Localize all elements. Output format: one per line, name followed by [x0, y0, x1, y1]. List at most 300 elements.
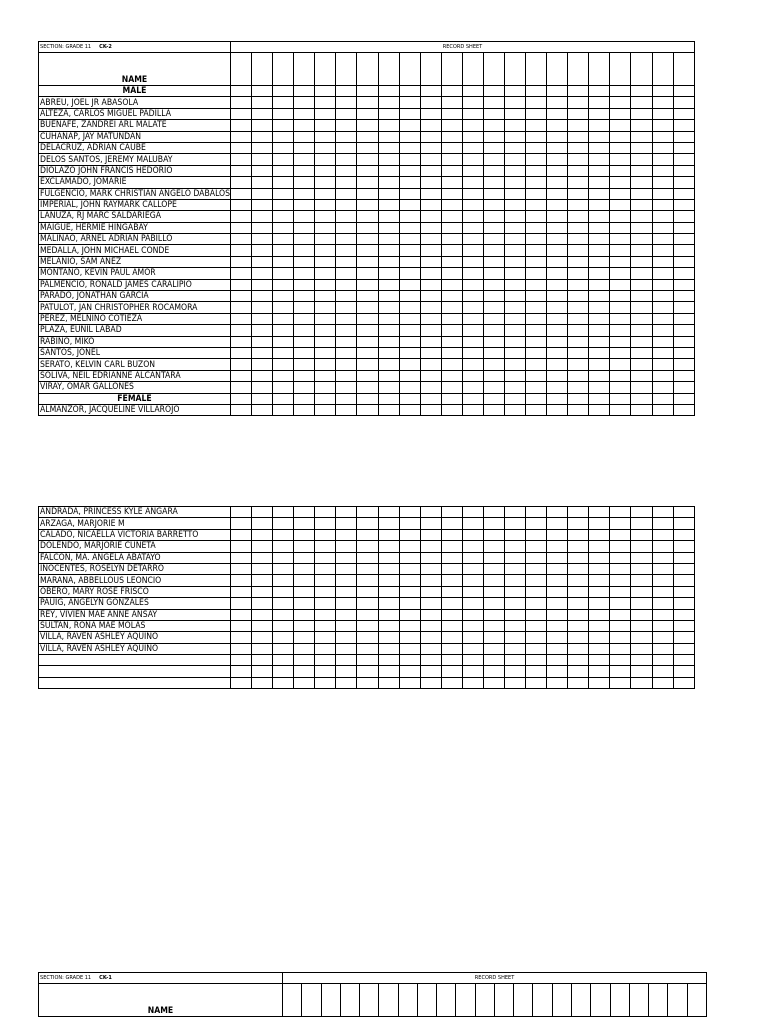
score-cell [568, 552, 589, 563]
score-cell [673, 393, 694, 404]
score-cell [505, 313, 526, 324]
score-cell [273, 655, 294, 666]
score-cell [652, 279, 673, 290]
score-cell [526, 313, 547, 324]
student-name: PATULOT, JAN CHRISTOPHER ROCAMORA [39, 302, 231, 313]
score-cell [357, 165, 378, 176]
score-cell [547, 165, 568, 176]
score-cell [673, 256, 694, 267]
score-cell [483, 120, 504, 131]
score-cell [610, 108, 631, 119]
score-cell [673, 677, 694, 688]
score-cell [526, 575, 547, 586]
score-cell [505, 393, 526, 404]
student-name: EXCLAMADO, JOMARIE [39, 177, 231, 188]
score-cell [399, 632, 420, 643]
score-cell [336, 234, 357, 245]
score-cell [357, 563, 378, 574]
score-cell [610, 370, 631, 381]
score-cell [631, 404, 652, 415]
score-cell [231, 370, 252, 381]
score-cell [252, 279, 273, 290]
score-cell [589, 393, 610, 404]
score-cell [420, 245, 441, 256]
score-cell [252, 632, 273, 643]
score-cell [610, 666, 631, 677]
score-cell [631, 666, 652, 677]
score-cell [610, 359, 631, 370]
score-cell [336, 120, 357, 131]
score-cell [336, 154, 357, 165]
score-cell [610, 677, 631, 688]
score-cell [483, 97, 504, 108]
score-cell [483, 518, 504, 529]
score-cell [273, 359, 294, 370]
score-cell [631, 222, 652, 233]
sheet-header-row [39, 42, 695, 53]
score-cell [547, 120, 568, 131]
score-cell [315, 131, 336, 142]
score-cell [252, 313, 273, 324]
score-cell [273, 120, 294, 131]
score-cell [294, 53, 315, 86]
score-cell [315, 108, 336, 119]
score-cell [462, 234, 483, 245]
score-cell [273, 154, 294, 165]
score-cell [483, 359, 504, 370]
score-cell [378, 256, 399, 267]
score-cell [441, 154, 462, 165]
score-cell [631, 575, 652, 586]
score-cell [483, 655, 504, 666]
table-row [39, 245, 695, 256]
score-cell [610, 120, 631, 131]
female-label: FEMALE [39, 393, 231, 404]
table-row [39, 177, 695, 188]
score-cell [547, 382, 568, 393]
score-cell [462, 188, 483, 199]
score-cell [399, 382, 420, 393]
score-cell [514, 984, 533, 1017]
score-cell [294, 188, 315, 199]
score-cell [294, 97, 315, 108]
score-cell [231, 677, 252, 688]
score-cell [589, 325, 610, 336]
score-cell [315, 666, 336, 677]
score-cell [252, 620, 273, 631]
score-cell [231, 97, 252, 108]
name-header-row [39, 984, 707, 1017]
score-cell [547, 302, 568, 313]
score-cell [526, 108, 547, 119]
score-cell [273, 620, 294, 631]
table-row [39, 336, 695, 347]
score-cell [399, 86, 420, 97]
score-cell [399, 541, 420, 552]
score-cell [294, 199, 315, 210]
score-cell [462, 120, 483, 131]
score-cell [462, 291, 483, 302]
score-cell [315, 325, 336, 336]
score-cell [252, 302, 273, 313]
score-cell [652, 142, 673, 153]
score-cell [547, 666, 568, 677]
score-cell [378, 165, 399, 176]
score-cell [610, 268, 631, 279]
score-cell [568, 222, 589, 233]
score-cell [631, 609, 652, 620]
score-cell [294, 165, 315, 176]
score-cell [589, 518, 610, 529]
score-cell [399, 120, 420, 131]
score-cell [273, 86, 294, 97]
score-cell [631, 131, 652, 142]
score-cell [652, 234, 673, 245]
score-cell [378, 211, 399, 222]
score-cell [547, 86, 568, 97]
score-cell [441, 302, 462, 313]
score-cell [357, 666, 378, 677]
score-cell [420, 53, 441, 86]
score-cell [568, 108, 589, 119]
score-cell [505, 347, 526, 358]
score-cell [231, 586, 252, 597]
score-cell [652, 404, 673, 415]
score-cell [589, 211, 610, 222]
score-cell [231, 302, 252, 313]
score-cell [294, 586, 315, 597]
score-cell [252, 586, 273, 597]
name-header-row [39, 53, 695, 86]
score-cell [336, 325, 357, 336]
score-cell [336, 586, 357, 597]
score-cell [336, 256, 357, 267]
score-cell [336, 563, 357, 574]
score-cell [315, 142, 336, 153]
score-cell [589, 108, 610, 119]
table-row [39, 541, 695, 552]
score-cell [673, 120, 694, 131]
score-cell [399, 609, 420, 620]
score-cell [294, 108, 315, 119]
score-cell [673, 325, 694, 336]
score-cell [399, 279, 420, 290]
score-cell [315, 518, 336, 529]
score-cell [589, 370, 610, 381]
score-cell [273, 598, 294, 609]
score-cell [399, 677, 420, 688]
score-cell [610, 165, 631, 176]
score-cell [652, 609, 673, 620]
score-cell [673, 552, 694, 563]
score-cell [673, 302, 694, 313]
score-cell [273, 53, 294, 86]
score-cell [483, 188, 504, 199]
score-cell [315, 86, 336, 97]
score-cell [526, 507, 547, 518]
score-cell [568, 518, 589, 529]
table-row [39, 598, 695, 609]
score-cell [483, 142, 504, 153]
score-cell [340, 984, 359, 1017]
score-cell [483, 632, 504, 643]
score-cell [483, 177, 504, 188]
score-cell [526, 620, 547, 631]
score-cell [568, 507, 589, 518]
score-cell [420, 86, 441, 97]
empty-name-cell [39, 655, 231, 666]
score-cell [505, 518, 526, 529]
table-row [39, 268, 695, 279]
table-row [39, 382, 695, 393]
score-cell [378, 632, 399, 643]
score-cell [399, 552, 420, 563]
score-cell [273, 325, 294, 336]
score-cell [441, 404, 462, 415]
score-cell [631, 142, 652, 153]
score-cell [273, 632, 294, 643]
score-cell [420, 598, 441, 609]
score-cell [252, 234, 273, 245]
score-cell [526, 336, 547, 347]
score-cell [505, 541, 526, 552]
score-cell [547, 575, 568, 586]
student-name: SANTOS, JONEL [39, 347, 231, 358]
score-cell [610, 188, 631, 199]
score-cell [568, 325, 589, 336]
score-cell [357, 142, 378, 153]
score-cell [441, 620, 462, 631]
student-name: DELOS SANTOS, JEREMY MALUBAY [39, 154, 231, 165]
score-cell [568, 598, 589, 609]
score-cell [273, 279, 294, 290]
score-cell [231, 325, 252, 336]
table-row [39, 563, 695, 574]
score-cell [631, 620, 652, 631]
score-cell [252, 359, 273, 370]
score-cell [631, 86, 652, 97]
score-cell [420, 518, 441, 529]
score-cell [420, 256, 441, 267]
table-row [39, 359, 695, 370]
student-name: MAIGUE, HERMIE HINGABAY [39, 222, 231, 233]
score-cell [399, 53, 420, 86]
score-cell [505, 291, 526, 302]
score-cell [441, 507, 462, 518]
score-cell [547, 370, 568, 381]
score-cell [441, 393, 462, 404]
score-cell [357, 632, 378, 643]
score-cell [568, 291, 589, 302]
score-cell [589, 222, 610, 233]
score-cell [399, 325, 420, 336]
score-cell [568, 541, 589, 552]
score-cell [589, 643, 610, 654]
score-cell [526, 302, 547, 313]
score-cell [610, 984, 629, 1017]
table-row [39, 575, 695, 586]
score-cell [315, 382, 336, 393]
score-cell [652, 370, 673, 381]
score-cell [526, 97, 547, 108]
score-cell [420, 199, 441, 210]
score-cell [483, 211, 504, 222]
student-name: ANDRADA, PRINCESS KYLE ANGARA [39, 507, 231, 518]
score-cell [547, 222, 568, 233]
male-label: MALE [39, 86, 231, 97]
score-cell [652, 529, 673, 540]
score-cell [273, 370, 294, 381]
score-cell [273, 211, 294, 222]
score-cell [652, 199, 673, 210]
score-cell [673, 268, 694, 279]
empty-row [39, 666, 695, 677]
score-cell [231, 234, 252, 245]
score-cell [357, 279, 378, 290]
score-cell [505, 108, 526, 119]
score-cell [399, 268, 420, 279]
score-cell [252, 245, 273, 256]
score-cell [631, 177, 652, 188]
score-cell [589, 256, 610, 267]
score-cell [589, 131, 610, 142]
score-cell [568, 575, 589, 586]
score-cell [652, 188, 673, 199]
score-cell [336, 620, 357, 631]
score-cell [652, 268, 673, 279]
score-cell [610, 245, 631, 256]
score-cell [589, 382, 610, 393]
score-cell [252, 575, 273, 586]
score-cell [441, 325, 462, 336]
score-cell [547, 234, 568, 245]
score-cell [336, 643, 357, 654]
score-cell [441, 97, 462, 108]
score-cell [589, 347, 610, 358]
score-cell [420, 302, 441, 313]
score-cell [273, 666, 294, 677]
score-cell [483, 256, 504, 267]
score-cell [378, 268, 399, 279]
score-cell [336, 97, 357, 108]
score-cell [417, 984, 436, 1017]
score-cell [631, 347, 652, 358]
score-cell [568, 586, 589, 597]
score-cell [336, 529, 357, 540]
score-cell [441, 120, 462, 131]
score-cell [441, 199, 462, 210]
score-cell [568, 86, 589, 97]
score-cell [294, 598, 315, 609]
student-name: PALMENCIO, RONALD JAMES CARALIPIO [39, 279, 231, 290]
student-name: FALCON, MA. ANGELA ABATAYO [39, 552, 231, 563]
table-row [39, 142, 695, 153]
score-cell [360, 984, 379, 1017]
score-cell [294, 142, 315, 153]
score-cell [526, 609, 547, 620]
score-cell [589, 552, 610, 563]
score-cell [673, 541, 694, 552]
score-cell [673, 86, 694, 97]
score-cell [610, 313, 631, 324]
score-cell [420, 313, 441, 324]
score-cell [462, 336, 483, 347]
score-cell [273, 256, 294, 267]
score-cell [462, 313, 483, 324]
score-cell [378, 507, 399, 518]
score-cell [505, 279, 526, 290]
score-cell [315, 245, 336, 256]
score-cell [483, 529, 504, 540]
score-cell [631, 165, 652, 176]
score-cell [652, 302, 673, 313]
score-cell [547, 552, 568, 563]
score-cell [357, 177, 378, 188]
score-cell [568, 382, 589, 393]
score-cell [631, 302, 652, 313]
score-cell [441, 575, 462, 586]
score-cell [252, 541, 273, 552]
score-cell [668, 984, 687, 1017]
score-cell [483, 154, 504, 165]
score-cell [441, 245, 462, 256]
score-cell [273, 529, 294, 540]
score-cell [378, 643, 399, 654]
score-cell [462, 643, 483, 654]
score-cell [273, 188, 294, 199]
score-cell [589, 86, 610, 97]
score-cell [399, 131, 420, 142]
score-cell [273, 643, 294, 654]
score-cell [336, 370, 357, 381]
score-cell [357, 529, 378, 540]
score-cell [336, 188, 357, 199]
score-cell [378, 541, 399, 552]
score-cell [294, 245, 315, 256]
score-cell [631, 598, 652, 609]
score-cell [505, 325, 526, 336]
score-cell [505, 404, 526, 415]
score-cell [631, 359, 652, 370]
score-cell [441, 529, 462, 540]
score-cell [378, 529, 399, 540]
score-cell [378, 552, 399, 563]
score-cell [610, 336, 631, 347]
score-cell [315, 279, 336, 290]
score-cell [399, 393, 420, 404]
score-cell [483, 609, 504, 620]
score-cell [420, 393, 441, 404]
score-cell [294, 563, 315, 574]
score-cell [294, 529, 315, 540]
student-name: OBERO, MARY ROSE FRISCO [39, 586, 231, 597]
table-row [39, 199, 695, 210]
score-cell [673, 291, 694, 302]
score-cell [294, 393, 315, 404]
score-cell [526, 529, 547, 540]
score-cell [441, 563, 462, 574]
student-name: PARADO, JONATHAN GARCIA [39, 291, 231, 302]
score-cell [357, 370, 378, 381]
table-row [39, 507, 695, 518]
score-cell [273, 222, 294, 233]
score-cell [568, 563, 589, 574]
score-cell [526, 234, 547, 245]
score-cell [568, 370, 589, 381]
score-cell [357, 256, 378, 267]
score-cell [252, 120, 273, 131]
score-cell [294, 234, 315, 245]
